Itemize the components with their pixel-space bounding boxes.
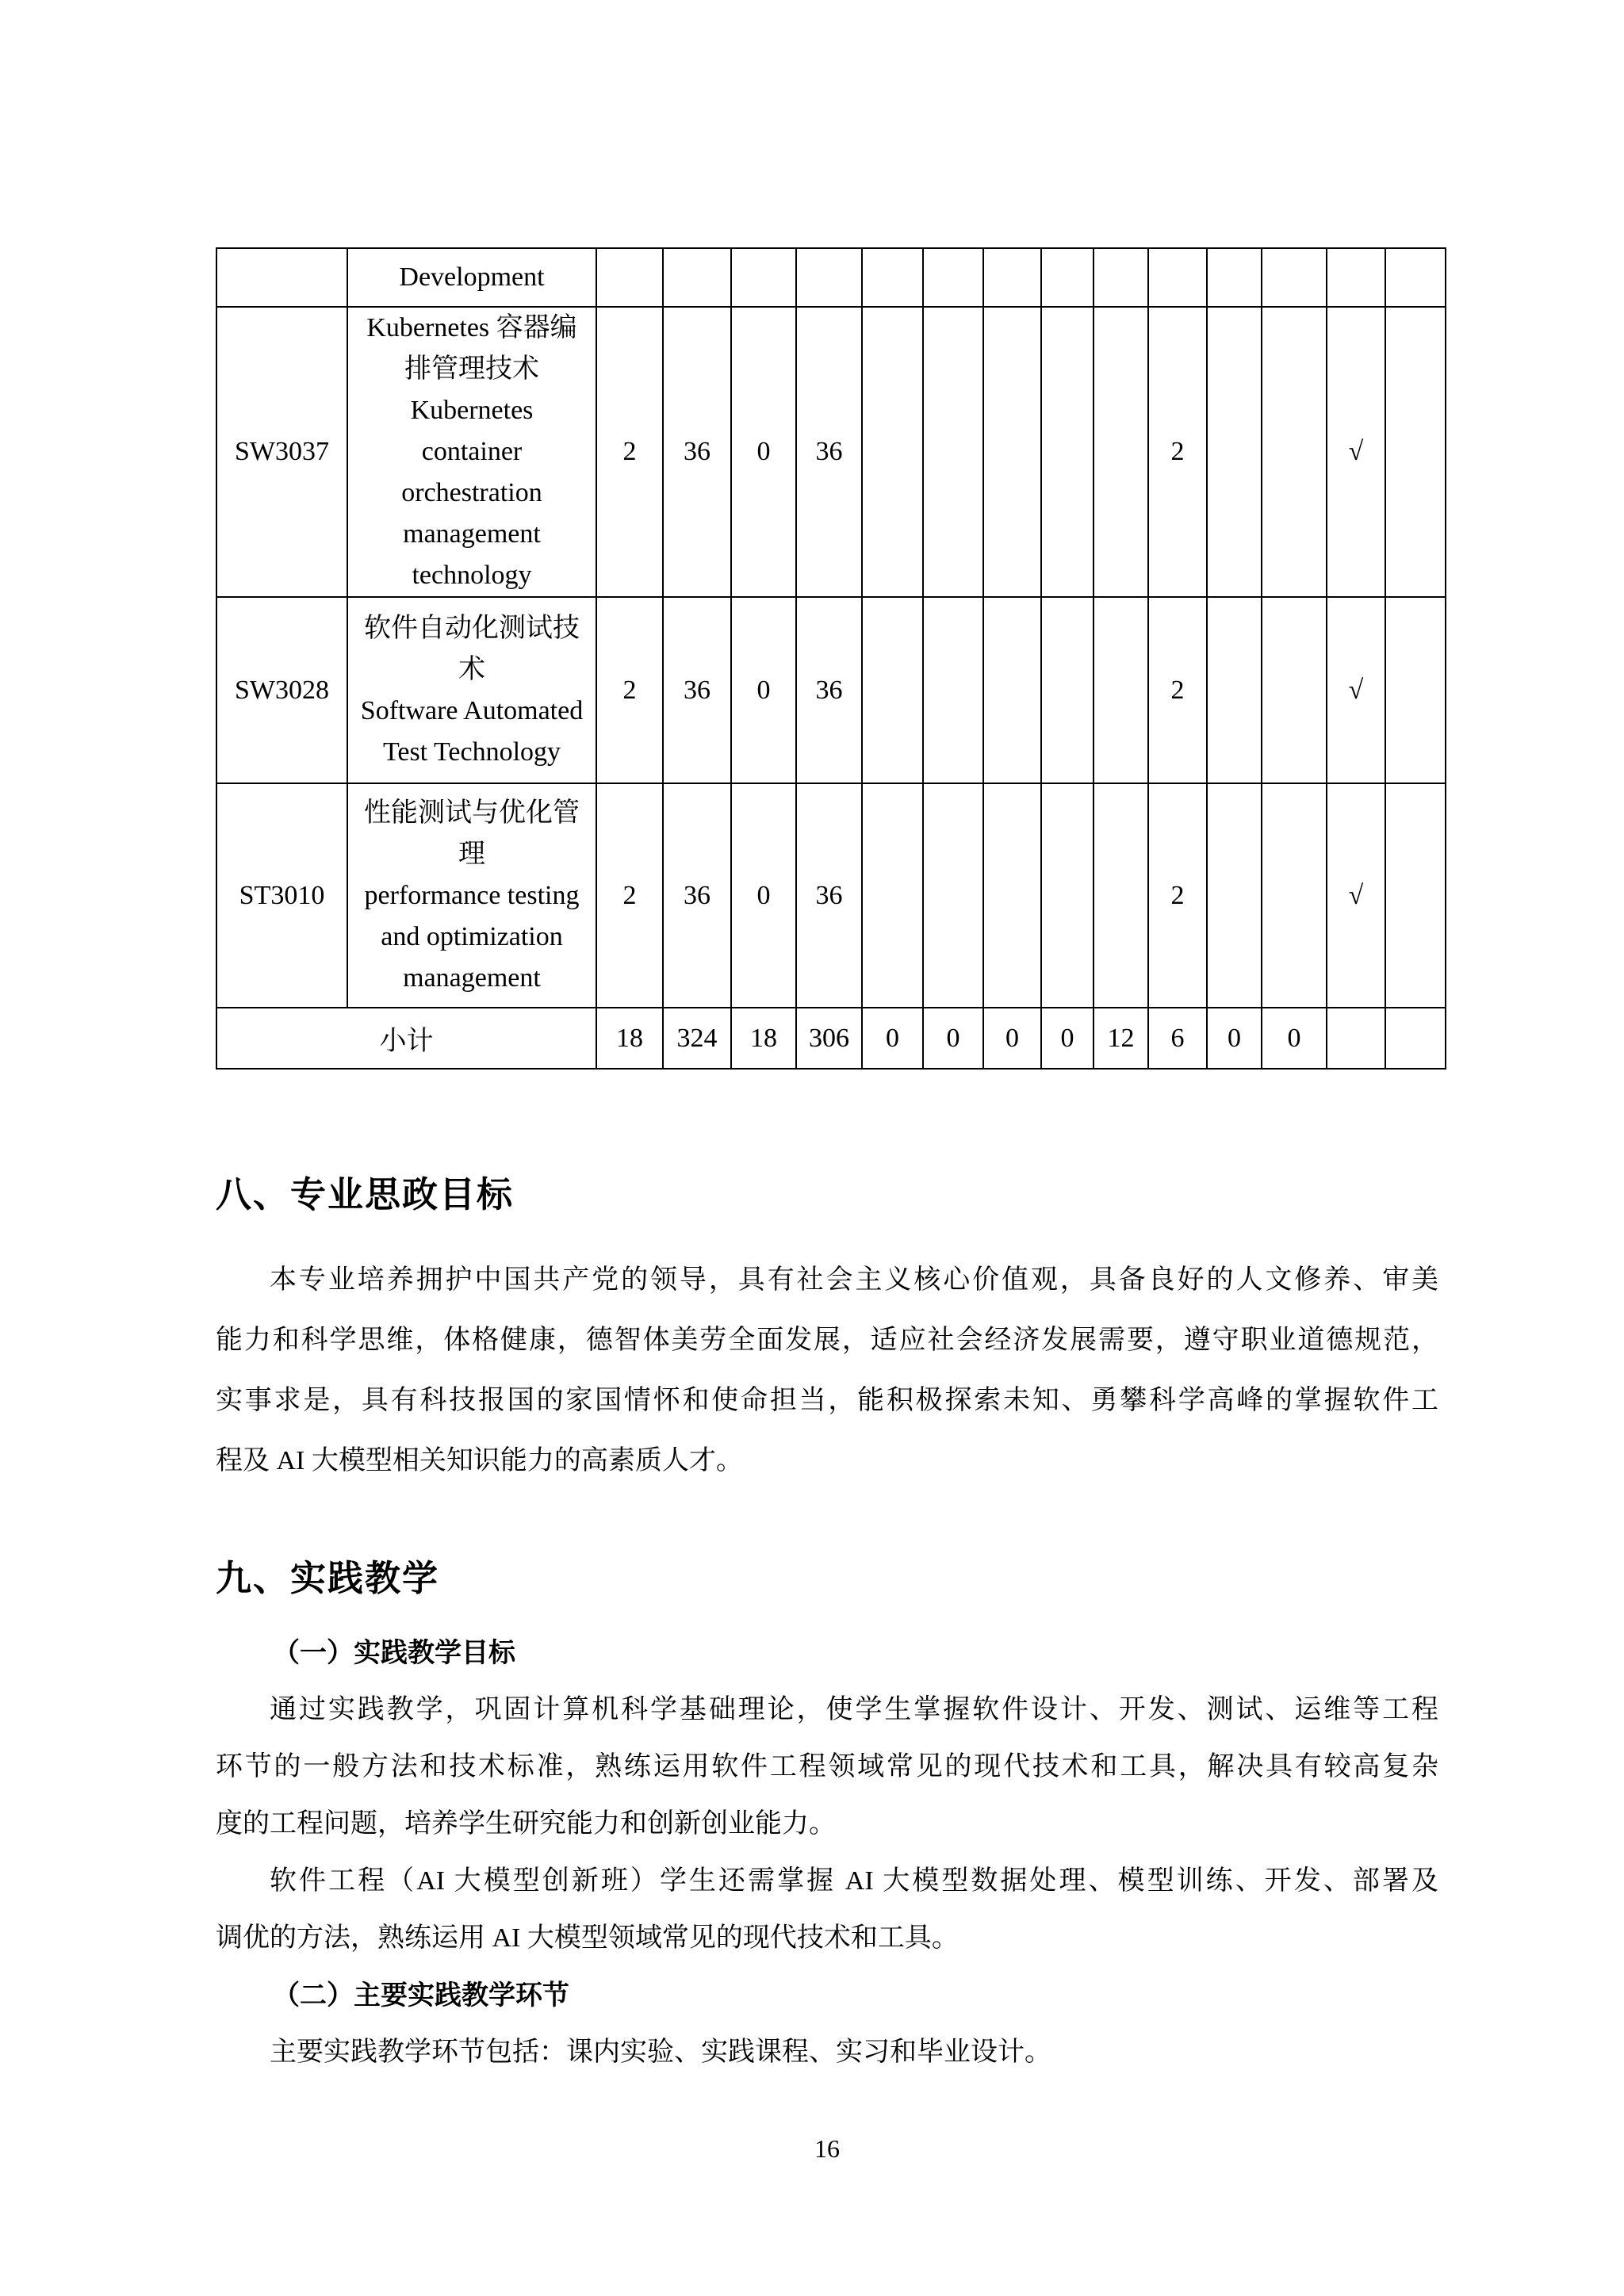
value-cell: 36: [796, 597, 862, 783]
course-name-cell: [347, 248, 596, 307]
subtotal-value-cell: 0: [1041, 1008, 1094, 1069]
value-cell: [1385, 307, 1446, 597]
value-cell: 0: [731, 597, 796, 783]
value-cell: [862, 248, 923, 307]
page-number: 16: [814, 2134, 840, 2163]
course-name-cell: [347, 597, 596, 783]
course-code-cell: SW3037: [216, 307, 347, 597]
value-cell: [983, 307, 1041, 597]
course-name-cell: [347, 307, 596, 597]
value-cell: [1094, 597, 1148, 783]
value-cell: [983, 597, 1041, 783]
subtotal-value-cell: 0: [923, 1008, 983, 1069]
value-cell: 2: [596, 783, 663, 1008]
value-cell: 0: [731, 783, 796, 1008]
section-9-sub1: （一）实践教学目标: [273, 1638, 515, 1668]
value-cell: [1207, 783, 1262, 1008]
table-row: [216, 248, 1446, 307]
value-cell: [862, 597, 923, 783]
checkmark-cell: √: [1327, 307, 1385, 597]
course-code-cell: ST3010: [216, 783, 347, 1008]
value-cell: 2: [596, 307, 663, 597]
section-9-sub2: （二）主要实践教学环节: [273, 1980, 569, 2011]
section-9-paragraph-3: [216, 2024, 1438, 2081]
value-cell: 2: [1148, 307, 1207, 597]
value-cell: [731, 248, 796, 307]
section-8-heading: 八、专业思政目标: [216, 1174, 515, 1215]
value-cell: [1262, 248, 1327, 307]
value-cell: [923, 783, 983, 1008]
course-name-line: technology: [412, 561, 532, 590]
value-cell: [1094, 307, 1148, 597]
value-cell: [923, 597, 983, 783]
course-name-line: 术: [458, 654, 485, 684]
value-cell: 36: [796, 307, 862, 597]
value-cell: [983, 248, 1041, 307]
subtotal-value-cell: [1385, 1008, 1446, 1069]
checkmark-cell: √: [1327, 783, 1385, 1008]
course-name-line: 性能测试与优化管: [364, 798, 580, 828]
paragraph-line: 程及 AI 大模型相关知识能力的高素质人才。: [216, 1446, 743, 1475]
course-name-line: orchestration: [401, 478, 542, 507]
value-cell: [1207, 307, 1262, 597]
subtotal-value-cell: 12: [1094, 1008, 1148, 1069]
course-table: [216, 247, 1446, 1070]
table-row: [216, 307, 1446, 597]
subtotal-row: [216, 1008, 1446, 1069]
section-9-heading: 九、实践教学: [216, 1558, 440, 1598]
value-cell: [1262, 307, 1327, 597]
value-cell: [923, 248, 983, 307]
subtotal-value-cell: 0: [1207, 1008, 1262, 1069]
value-cell: [1041, 307, 1094, 597]
subtotal-value-cell: 0: [1262, 1008, 1327, 1069]
value-cell: [1094, 248, 1148, 307]
value-cell: 2: [1148, 597, 1207, 783]
value-cell: [1262, 597, 1327, 783]
course-name-line: Test Technology: [382, 737, 561, 767]
course-name-line: performance testing: [364, 880, 580, 910]
value-cell: [596, 248, 663, 307]
value-cell: [1385, 248, 1446, 307]
value-cell: 36: [663, 597, 731, 783]
value-cell: [983, 783, 1041, 1008]
course-name-line: Software Automated: [360, 695, 584, 725]
paragraph-line: 调优的方法，熟练运用 AI 大模型领域常见的现代技术和工具。: [216, 1923, 959, 1953]
value-cell: [1041, 597, 1094, 783]
course-name-line: Kubernetes 容器编: [366, 313, 577, 342]
value-cell: 36: [663, 307, 731, 597]
course-code-cell: SW3028: [216, 597, 347, 783]
value-cell: [1207, 597, 1262, 783]
section-8-paragraph: [216, 1250, 1438, 1491]
paragraph-line: 环节的一般方法和技术标准，熟练运用软件工程领域常见的现代技术和工具，解决具有较高复杂: [216, 1752, 1438, 1781]
course-name-cell: [347, 783, 596, 1008]
value-cell: [1207, 248, 1262, 307]
value-cell: [862, 783, 923, 1008]
value-cell: [923, 307, 983, 597]
value-cell: [796, 248, 862, 307]
section-9-paragraph-2: [216, 1853, 1438, 1967]
section-9-paragraph-1: [216, 1682, 1438, 1853]
value-cell: [1385, 783, 1446, 1008]
paragraph-line: 软件工程（AI 大模型创新班）学生还需掌握 AI 大模型数据处理、模型训练、开发、部署及: [270, 1866, 1438, 1896]
subtotal-label-cell: 小计: [216, 1008, 596, 1069]
paragraph-line: 能力和科学思维，体格健康，德智体美劳全面发展，适应社会经济发展需要，遵守职业道德规范，: [216, 1326, 1438, 1355]
value-cell: 36: [796, 783, 862, 1008]
course-name-line: 软件自动化测试技: [364, 613, 580, 643]
value-cell: 2: [1148, 783, 1207, 1008]
subtotal-value-cell: 6: [1148, 1008, 1207, 1069]
subtotal-value-cell: 324: [663, 1008, 731, 1069]
course-name-line: 理: [458, 839, 485, 869]
course-name-line: management: [403, 962, 541, 993]
course-name-line: Kubernetes: [410, 396, 534, 425]
table-row: [216, 597, 1446, 783]
value-cell: [1041, 783, 1094, 1008]
value-cell: [1385, 597, 1446, 783]
subtotal-value-cell: 0: [983, 1008, 1041, 1069]
value-cell: [1094, 783, 1148, 1008]
checkmark-cell: √: [1327, 597, 1385, 783]
value-cell: 2: [596, 597, 663, 783]
table-row: [216, 783, 1446, 1008]
subtotal-value-cell: 0: [862, 1008, 923, 1069]
value-cell: [1041, 248, 1094, 307]
subtotal-value-cell: 306: [796, 1008, 862, 1069]
paragraph-line: 本专业培养拥护中国共产党的领导，具有社会主义核心价值观，具备良好的人文修养、审美: [270, 1265, 1438, 1295]
value-cell: [862, 307, 923, 597]
value-cell: 0: [731, 307, 796, 597]
value-cell: [663, 248, 731, 307]
paragraph-line: 主要实践教学环节包括：课内实验、实践课程、实习和毕业设计。: [270, 2038, 1051, 2067]
course-code-cell: [216, 248, 347, 307]
course-name-line: 排管理技术: [404, 354, 539, 384]
value-cell: 36: [663, 783, 731, 1008]
subtotal-value-cell: 18: [596, 1008, 663, 1069]
value-cell: [1327, 248, 1385, 307]
value-cell: [1262, 783, 1327, 1008]
course-name-line: Development: [399, 262, 545, 292]
paragraph-line: 实事求是，具有科技报国的家国情怀和使命担当，能积极探索未知、勇攀科学高峰的掌握软件工: [216, 1386, 1438, 1415]
subtotal-value-cell: 18: [731, 1008, 796, 1069]
course-name-line: management: [403, 519, 541, 549]
subtotal-value-cell: [1327, 1008, 1385, 1069]
course-name-line: and optimization: [381, 921, 563, 951]
value-cell: [1148, 248, 1207, 307]
paragraph-line: 度的工程问题，培养学生研究能力和创新创业能力。: [216, 1809, 836, 1839]
course-name-line: container: [421, 437, 523, 466]
paragraph-line: 通过实践教学，巩固计算机科学基础理论，使学生掌握软件设计、开发、测试、运维等工程: [270, 1695, 1438, 1724]
